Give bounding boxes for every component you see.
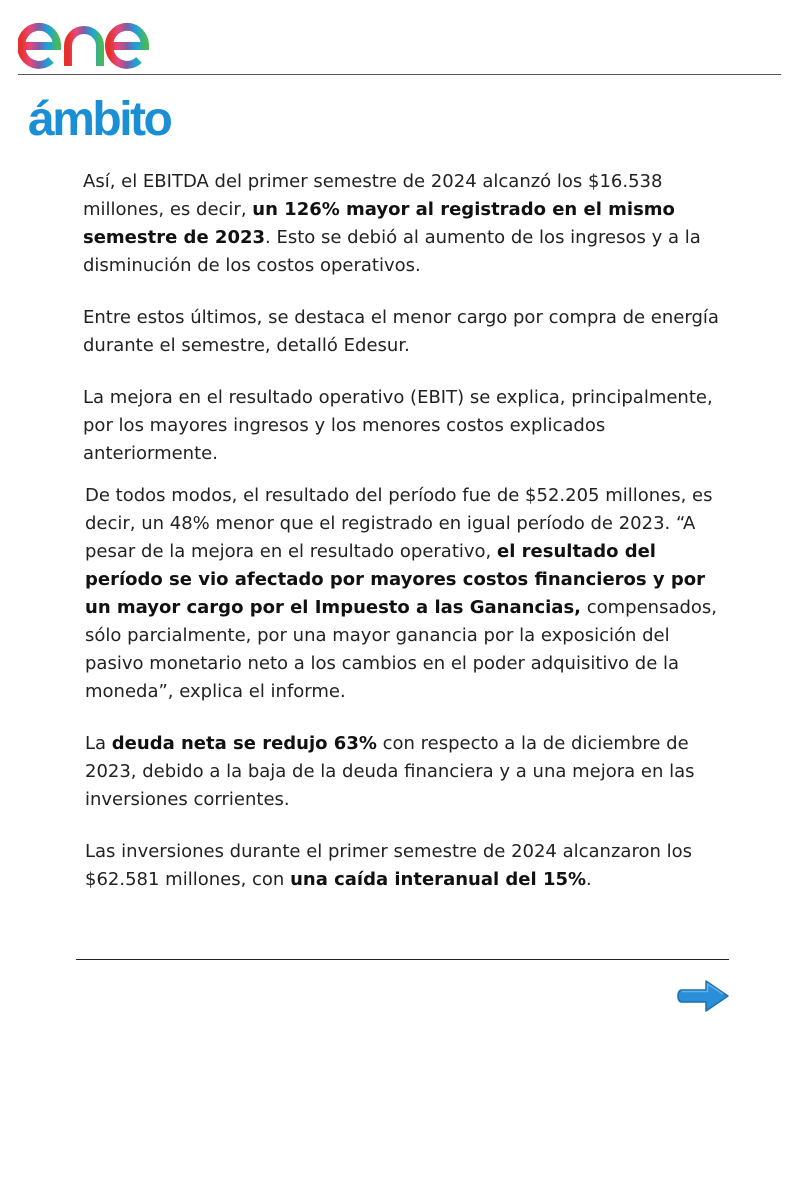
header-divider	[18, 74, 781, 75]
paragraph-investments	[85, 838, 733, 894]
bold-text-run: el resultado del período se vio afectado por mayores costos financieros y por un mayor cargo por el Impuesto a las Ganancias,	[85, 541, 705, 618]
paragraph-ebit	[83, 384, 733, 468]
text-run: Entre estos últimos, se destaca el menor cargo por compra de energía durante el semestre, detalló Edesur.	[83, 307, 719, 356]
enel-logo-mark	[18, 4, 190, 70]
bold-text-run: una caída interanual del 15%	[290, 869, 587, 890]
text-run: La mejora en el resultado operativo (EBIT) se explica, principalmente, por los mayores ingresos y los menores costos explicados anteriormente.	[83, 387, 713, 464]
text-run: La	[85, 733, 112, 754]
text-run: con respecto a la de diciembre de 2023, debido a la baja de la deuda financiera y a una mejora en las inversiones corrientes.	[85, 733, 695, 810]
text-run: compensados, sólo parcialmente, por una mayor ganancia por la exposición del pasivo monetario neto a los cambios en el poder adquisitivo de la moneda”, explica el informe.	[85, 597, 718, 702]
text-run: .	[586, 869, 592, 890]
text-run: . Esto se debió al aumento de los ingresos y a la disminución de los costos operativos.	[83, 227, 701, 276]
text-run: Las inversiones durante el primer semestre de 2024 alcanzaron los $62.581 millones, con	[85, 841, 692, 890]
article-body	[83, 168, 733, 918]
bold-text-run: un 126% mayor al registrado en el mismo semestre de 2023	[83, 199, 675, 248]
bold-text-run: deuda neta se redujo 63%	[111, 733, 377, 754]
footer-divider	[76, 959, 729, 960]
paragraph-period-result	[85, 482, 733, 706]
paragraph-net-debt	[85, 730, 733, 814]
text-run: Así, el EBITDA del primer semestre de 2024 alcanzó los $16.538 millones, es decir,	[83, 171, 663, 220]
right-arrow-icon[interactable]	[676, 976, 732, 1016]
ambito-logo: ámbito	[28, 93, 171, 146]
text-run: De todos modos, el resultado del período fue de $52.205 millones, es decir, un 48% menor que el registrado en igual período de 2023. “A pesar de la mejora en el resultado operativo,	[85, 485, 713, 562]
paragraph-energy-cost	[83, 304, 733, 360]
paragraph-ebitda	[83, 168, 733, 280]
